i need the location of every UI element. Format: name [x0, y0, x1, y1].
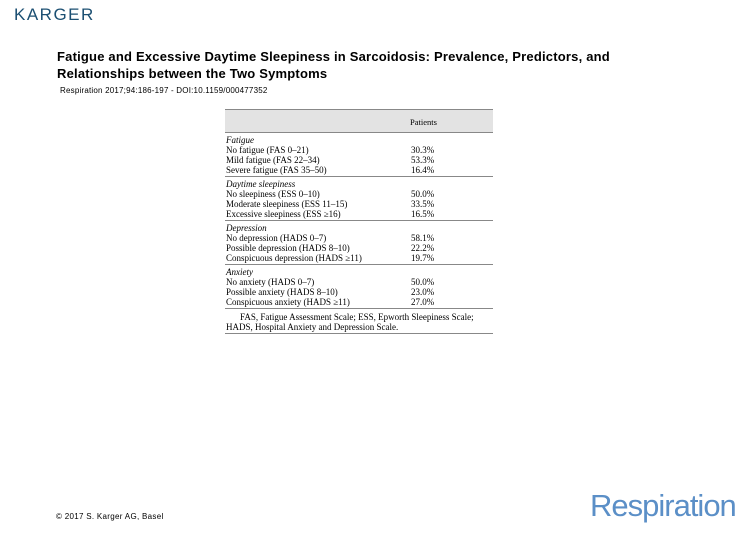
row-value: 58.1% — [411, 233, 435, 243]
table-row — [226, 297, 493, 307]
row-label: No depression (HADS 0–7) — [226, 233, 327, 243]
row-value: 16.5% — [411, 209, 435, 219]
row-label: No anxiety (HADS 0–7) — [226, 277, 315, 287]
row-value: 30.3% — [411, 145, 435, 155]
section-depression — [225, 221, 493, 265]
article-citation: Respiration 2017;94:186-197 - DOI:10.1159/000477352 — [60, 86, 268, 95]
table-row — [226, 233, 493, 243]
row-label: Possible anxiety (HADS 8–10) — [226, 287, 338, 297]
section-title: Daytime sleepiness — [226, 179, 296, 189]
section-fatigue — [225, 133, 493, 177]
table-row — [226, 277, 493, 287]
row-value: 33.5% — [411, 199, 435, 209]
table-row — [226, 189, 493, 199]
article-title: Fatigue and Excessive Daytime Sleepiness in Sarcoidosis: Prevalence, Predictors, and Relationships between the Two Symptoms — [57, 49, 610, 81]
section-title: Fatigue — [226, 135, 254, 145]
table-row — [226, 199, 493, 209]
row-label: No sleepiness (ESS 0–10) — [226, 189, 320, 199]
row-label: Conspicuous depression (HADS ≥11) — [226, 253, 362, 263]
table-footnote — [225, 309, 493, 334]
row-value: 16.4% — [411, 165, 435, 175]
row-value: 50.0% — [411, 277, 435, 287]
table-header — [225, 109, 493, 133]
table-row — [226, 145, 493, 155]
section-daytime-sleepiness — [225, 177, 493, 221]
table-row — [226, 209, 493, 219]
section-anxiety — [225, 265, 493, 309]
row-label: Possible depression (HADS 8–10) — [226, 243, 350, 253]
karger-logo: KARGER — [14, 5, 95, 24]
row-value: 27.0% — [411, 297, 435, 307]
row-value: 23.0% — [411, 287, 435, 297]
row-label: No fatigue (FAS 0–21) — [226, 145, 309, 155]
table-row — [226, 155, 493, 165]
table-row — [226, 287, 493, 297]
section-title: Depression — [226, 223, 267, 233]
row-label: Mild fatigue (FAS 22–34) — [226, 155, 320, 165]
row-label: Conspicuous anxiety (HADS ≥11) — [226, 297, 350, 307]
row-label: Severe fatigue (FAS 35–50) — [226, 165, 327, 175]
prevalence-table — [225, 109, 493, 334]
row-value: 19.7% — [411, 253, 435, 263]
respiration-journal-logo: Respiration — [590, 488, 736, 523]
row-value: 50.0% — [411, 189, 435, 199]
footnote-line: FAS, Fatigue Assessment Scale; ESS, Epworth Sleepiness Scale; — [240, 312, 474, 322]
table-row — [226, 243, 493, 253]
table-row — [226, 165, 493, 175]
column-header-patients: Patients — [410, 117, 437, 127]
table-row — [226, 253, 493, 263]
row-value: 53.3% — [411, 155, 435, 165]
row-value: 22.2% — [411, 243, 435, 253]
footnote-line: HADS, Hospital Anxiety and Depression Scale. — [226, 322, 399, 332]
row-label: Moderate sleepiness (ESS 11–15) — [226, 199, 348, 209]
row-label: Excessive sleepiness (ESS ≥16) — [226, 209, 341, 219]
copyright: © 2017 S. Karger AG, Basel — [56, 512, 164, 521]
section-title: Anxiety — [226, 267, 253, 277]
